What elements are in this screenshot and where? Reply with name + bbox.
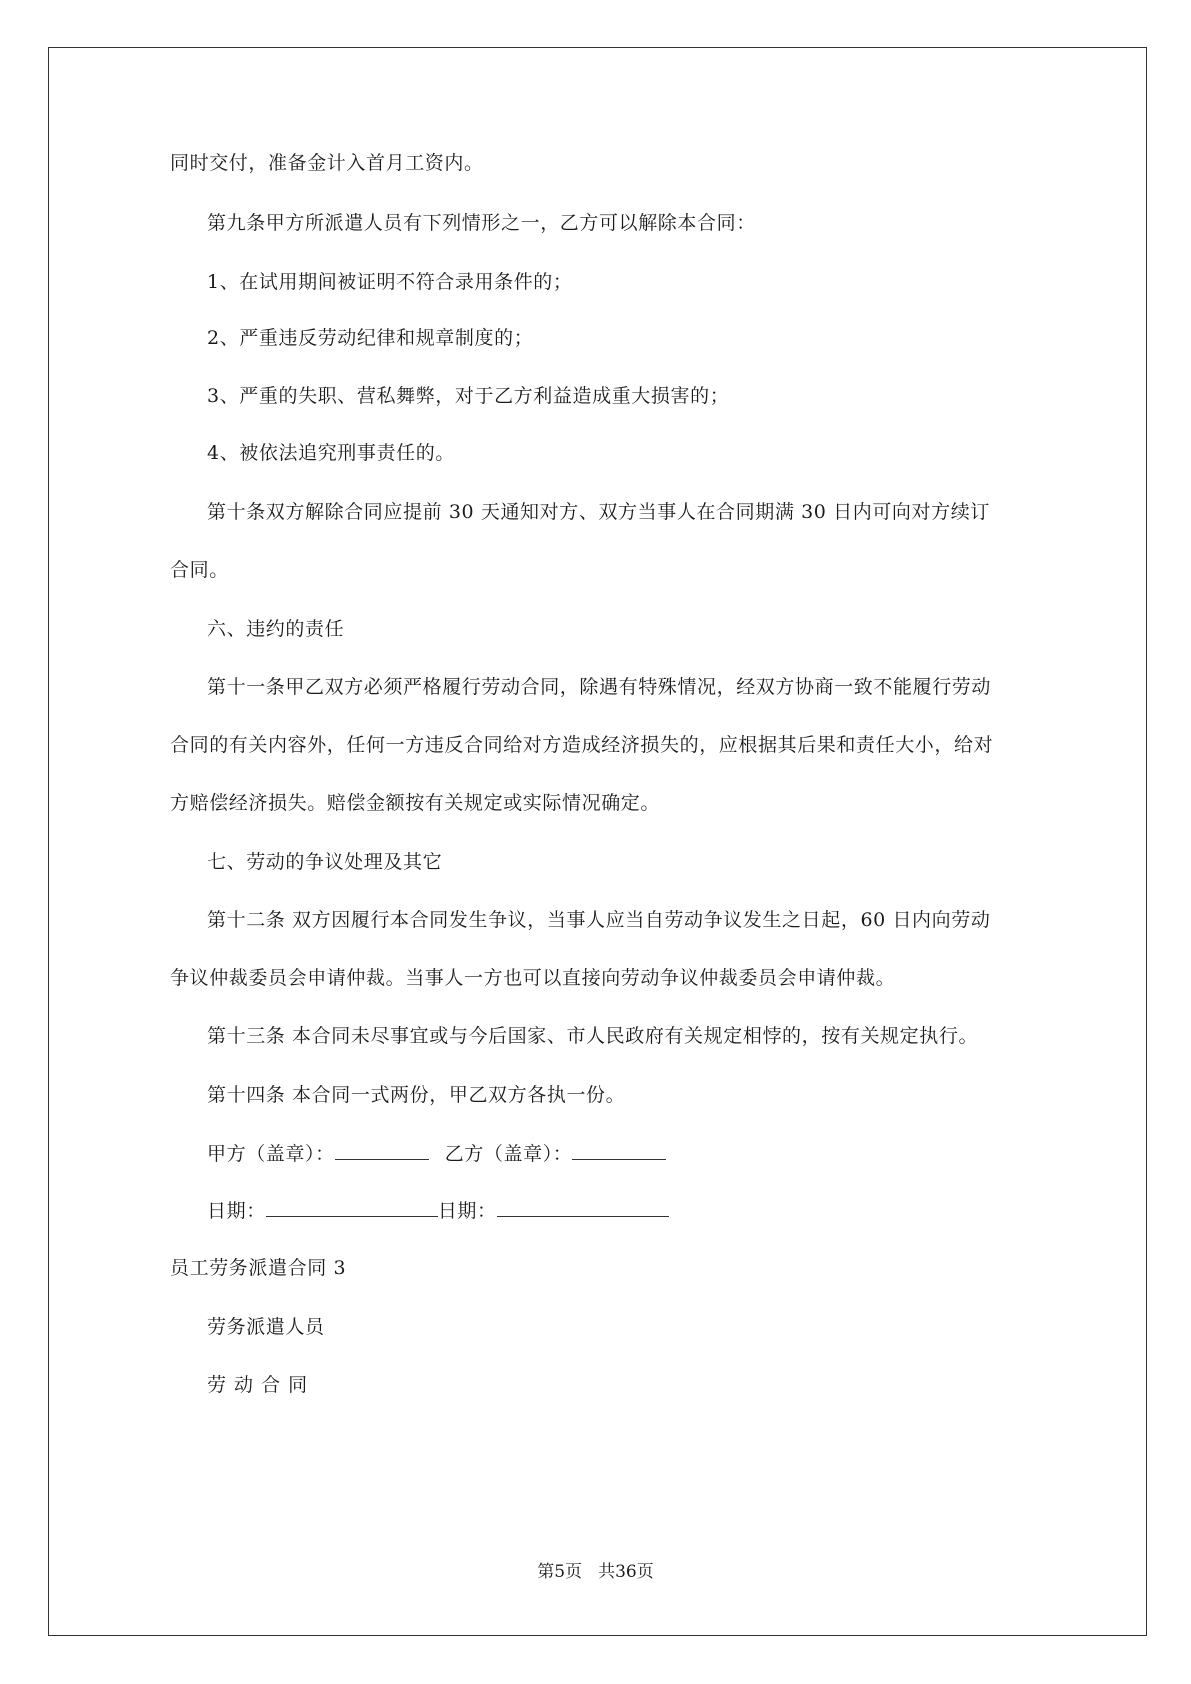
article-11-line-1: 第十一条甲乙双方必须严格履行劳动合同，除遇有特殊情况，经双方协商一致不能履行劳动 (207, 676, 992, 698)
article-13: 第十三条 本合同未尽事宜或与今后国家、市人民政府有关规定相悖的，按有关规定执行。 (207, 1025, 979, 1047)
party-a-label: 甲方（盖章）： (207, 1143, 335, 1165)
party-b-seal-field[interactable] (572, 1141, 666, 1160)
party-b-label: 乙方（盖章）： (444, 1143, 573, 1165)
article-11-line-2: 合同的有关内容外，任何一方违反合同给对方造成经济损失的，应根据其后果和责任大小，给对 (170, 734, 994, 756)
article-12-line-2: 争议仲裁委员会申请仲裁。当事人一方也可以直接向劳动争议仲裁委员会申请仲裁。 (170, 967, 896, 989)
article-9-intro: 第九条甲方所派遣人员有下列情形之一，乙方可以解除本合同： (207, 212, 756, 234)
article-9-item-4: 4、被依法追究刑事责任的。 (207, 442, 455, 464)
page-total: 共36页 (598, 1562, 654, 1582)
signature-row (207, 1141, 666, 1166)
article-9-item-2: 2、严重违反劳动纪律和规章制度的； (207, 327, 534, 349)
article-9-item-3: 3、严重的失职、营私舞弊，对于乙方利益造成重大损害的； (207, 385, 730, 407)
article-11-line-3: 方赔偿经济损失。赔偿金额按有关规定或实际情况确定。 (170, 792, 661, 814)
section-heading-breach: 六、违约的责任 (207, 618, 345, 640)
article-14: 第十四条 本合同一式两份，甲乙双方各执一份。 (207, 1084, 626, 1106)
date-field-b[interactable] (497, 1198, 669, 1217)
section-subtitle: 劳务派遣人员 (207, 1316, 325, 1338)
date-row (207, 1198, 669, 1223)
date-label-a: 日期： (207, 1200, 266, 1222)
section-title: 员工劳务派遣合同 3 (170, 1257, 347, 1279)
page-number: 第5页 (537, 1562, 583, 1582)
article-12-line-1: 第十二条 双方因履行本合同发生争议，当事人应当自劳动争议发生之日起，60 日内向劳动 (207, 909, 991, 931)
article-9-item-1: 1、在试用期间被证明不符合录用条件的； (207, 271, 573, 293)
paragraph-line: 同时交付，准备金计入首月工资内。 (170, 152, 484, 174)
page-footer (0, 1561, 1191, 1583)
party-a-seal-field[interactable] (335, 1141, 429, 1160)
article-10-line-1: 第十条双方解除合同应提前 30 天通知对方、双方当事人在合同期满 30 日内可向对方续订 (207, 501, 990, 523)
contract-heading: 劳 动 合 同 (207, 1374, 309, 1396)
section-heading-dispute: 七、劳动的争议处理及其它 (207, 851, 443, 873)
date-label-b: 日期： (437, 1200, 497, 1222)
date-field-a[interactable] (266, 1198, 438, 1217)
article-10-line-2: 合同。 (170, 559, 229, 581)
